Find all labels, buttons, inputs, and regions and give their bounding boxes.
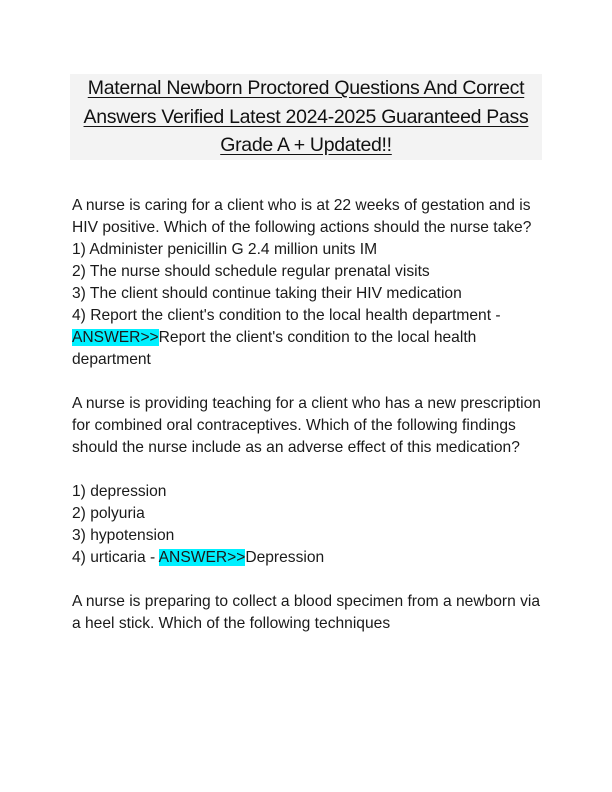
- document-title: Maternal Newborn Proctored Questions And Correct Answers Verified Latest 2024-2025 Guaranteed Pass Grade A + Updated!!: [83, 77, 529, 156]
- question-option: 2) polyuria: [72, 505, 145, 522]
- document-body: [72, 195, 542, 657]
- question-option: 2) The nurse should schedule regular prenatal visits: [72, 263, 430, 280]
- blank-line: [72, 459, 542, 481]
- question-stem: A nurse is caring for a client who is at 22 weeks of gestation and is HIV positive. Which of the following actions should the nurse take?: [72, 197, 532, 236]
- question-option: 4) Report the client's condition to the local health department -: [72, 307, 501, 324]
- question-2: [72, 393, 542, 569]
- answer-text: Depression: [245, 549, 325, 566]
- question-option: 1) Administer penicillin G 2.4 million units IM: [72, 241, 378, 258]
- question-stem: A nurse is preparing to collect a blood specimen from a newborn via a heel stick. Which of the following techniques: [72, 593, 541, 632]
- answer-tag: ANSWER>>: [158, 549, 246, 566]
- title-box: [70, 74, 542, 160]
- question-1: [72, 195, 542, 371]
- question-option: 3) The client should continue taking their HIV medication: [72, 285, 462, 302]
- question-3: [72, 591, 542, 635]
- answer-tag: ANSWER>>: [72, 329, 159, 346]
- question-option: 4) urticaria -: [72, 549, 159, 566]
- answer-text: Report the client's condition to the local health department: [72, 329, 477, 368]
- question-stem: A nurse is providing teaching for a client who has a new prescription for combined oral contraceptives. Which of the following findings should the nurse include as an adverse effect of this medication?: [72, 395, 541, 456]
- question-option: 3) hypotension: [72, 527, 175, 544]
- question-option: 1) depression: [72, 483, 167, 500]
